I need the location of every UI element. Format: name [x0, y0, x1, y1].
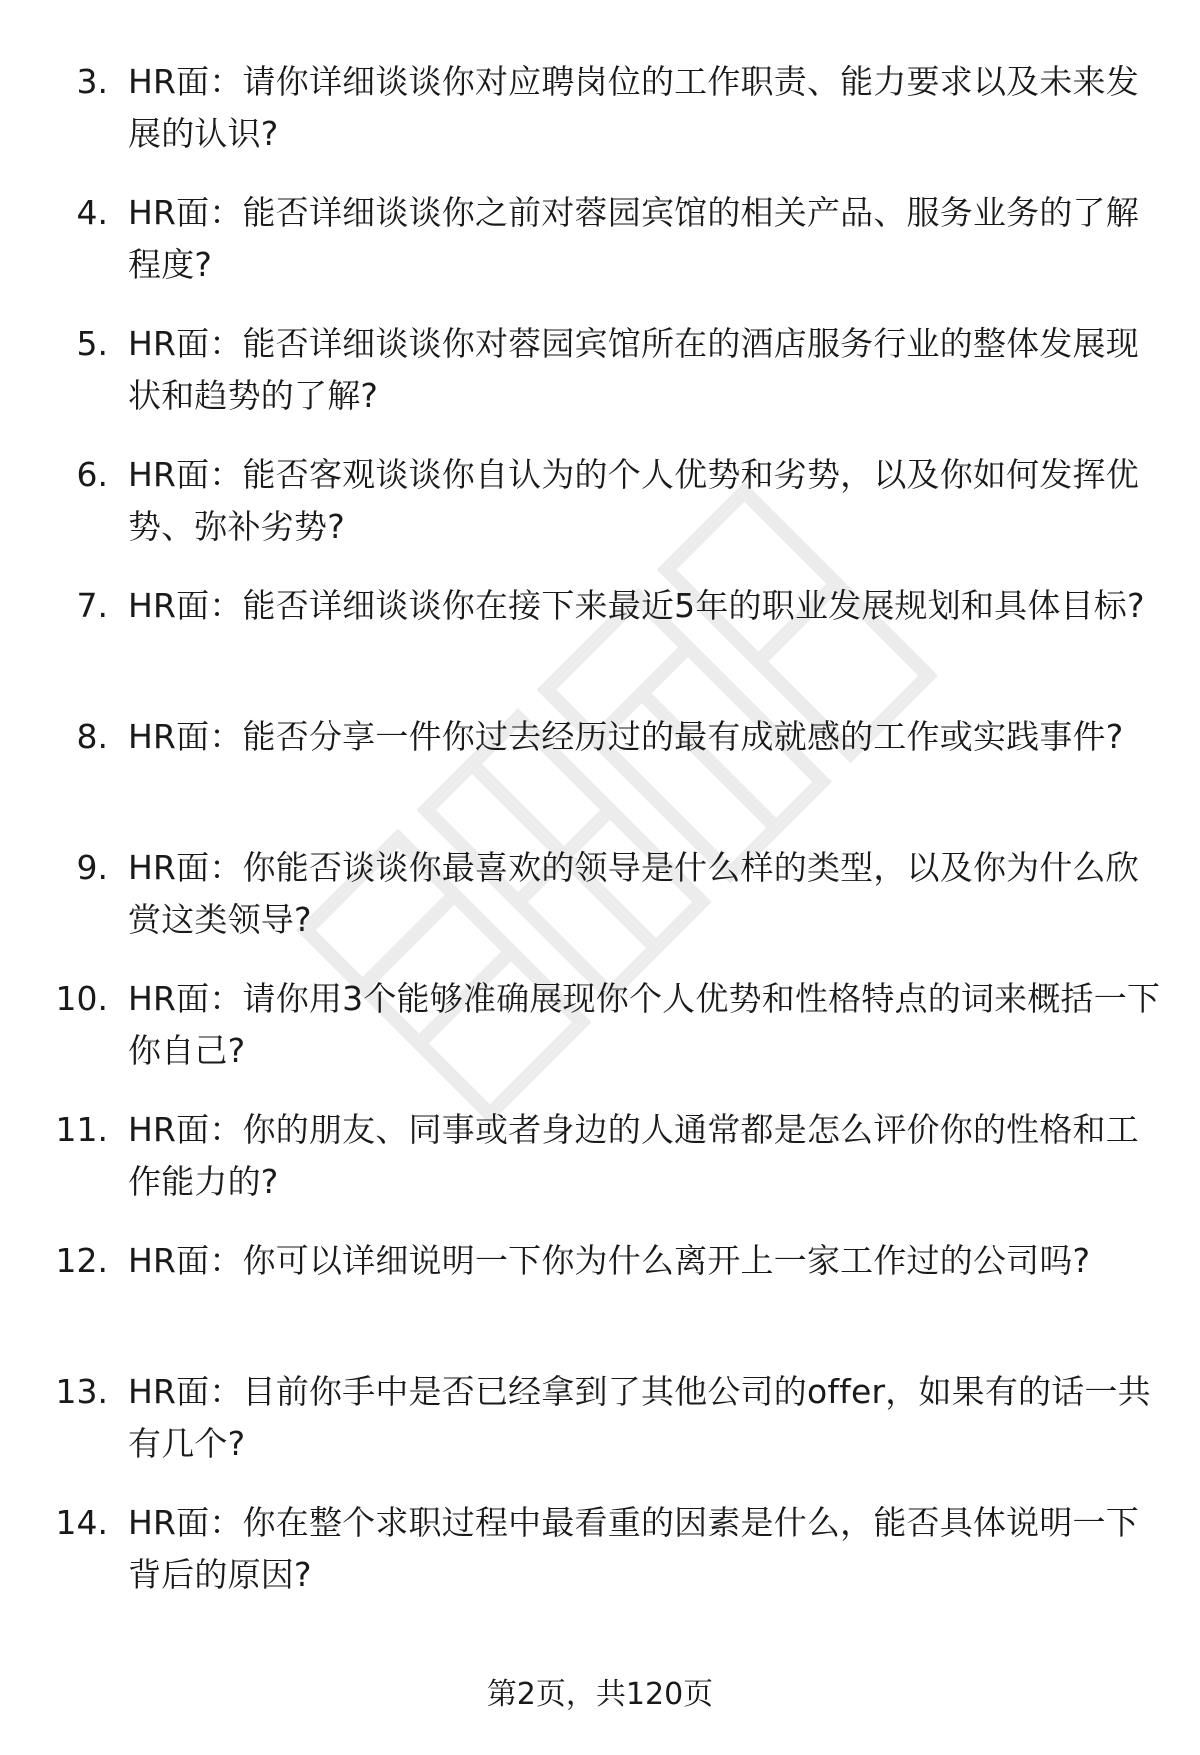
question-item — [0, 445, 1200, 576]
question-text: HR面：能否详细谈谈你对蓉园宾馆所在的酒店服务行业的整体发展现状和趋势的了解? — [128, 324, 1139, 415]
question-item — [0, 1100, 1200, 1231]
page-footer: 第2页，共120页 — [486, 1677, 714, 1712]
question-text: HR面：你的朋友、同事或者身边的人通常都是怎么评价你的性格和工作能力的? — [128, 1110, 1139, 1201]
question-text: HR面：能否客观谈谈你自认为的个人优势和劣势，以及你如何发挥优势、弥补劣势? — [128, 455, 1139, 546]
question-number: 8. — [76, 717, 108, 756]
question-item — [0, 1231, 1200, 1362]
question-item — [0, 576, 1200, 707]
question-number: 5. — [76, 324, 108, 363]
question-number: 4. — [76, 193, 108, 232]
question-number: 12. — [55, 1241, 108, 1280]
question-text: HR面：请你用3个能够准确展现你个人优势和性格特点的词来概括一下你自己? — [128, 979, 1161, 1070]
question-text: HR面：你可以详细说明一下你为什么离开上一家工作过的公司吗? — [128, 1241, 1091, 1280]
question-number: 11. — [55, 1110, 108, 1149]
question-number: 10. — [55, 979, 108, 1018]
question-item — [0, 1362, 1200, 1493]
question-number: 3. — [76, 62, 108, 101]
question-text: HR面：能否详细谈谈你之前对蓉园宾馆的相关产品、服务业务的了解程度? — [128, 193, 1139, 284]
question-number: 14. — [55, 1503, 108, 1542]
question-number: 13. — [55, 1372, 108, 1411]
question-item — [0, 1493, 1200, 1624]
question-number: 9. — [76, 848, 108, 887]
question-text: HR面：请你详细谈谈你对应聘岗位的工作职责、能力要求以及未来发展的认识? — [128, 62, 1139, 153]
question-item — [0, 183, 1200, 314]
question-item — [0, 52, 1200, 183]
question-text: HR面：目前你手中是否已经拿到了其他公司的offer，如果有的话一共有几个? — [128, 1372, 1151, 1463]
question-text: HR面：能否详细谈谈你在接下来最近5年的职业发展规划和具体目标? — [128, 586, 1145, 625]
question-item — [0, 707, 1200, 838]
question-item — [0, 314, 1200, 445]
question-number: 6. — [76, 455, 108, 494]
question-text: HR面：能否分享一件你过去经历过的最有成就感的工作或实践事件? — [128, 717, 1124, 756]
question-item — [0, 969, 1200, 1100]
question-text: HR面：你在整个求职过程中最看重的因素是什么，能否具体说明一下背后的原因? — [128, 1503, 1139, 1594]
question-list — [0, 52, 1200, 1624]
question-item — [0, 838, 1200, 969]
question-text: HR面：你能否谈谈你最喜欢的领导是什么样的类型，以及你为什么欣赏这类领导? — [128, 848, 1139, 939]
question-number: 7. — [76, 586, 108, 625]
